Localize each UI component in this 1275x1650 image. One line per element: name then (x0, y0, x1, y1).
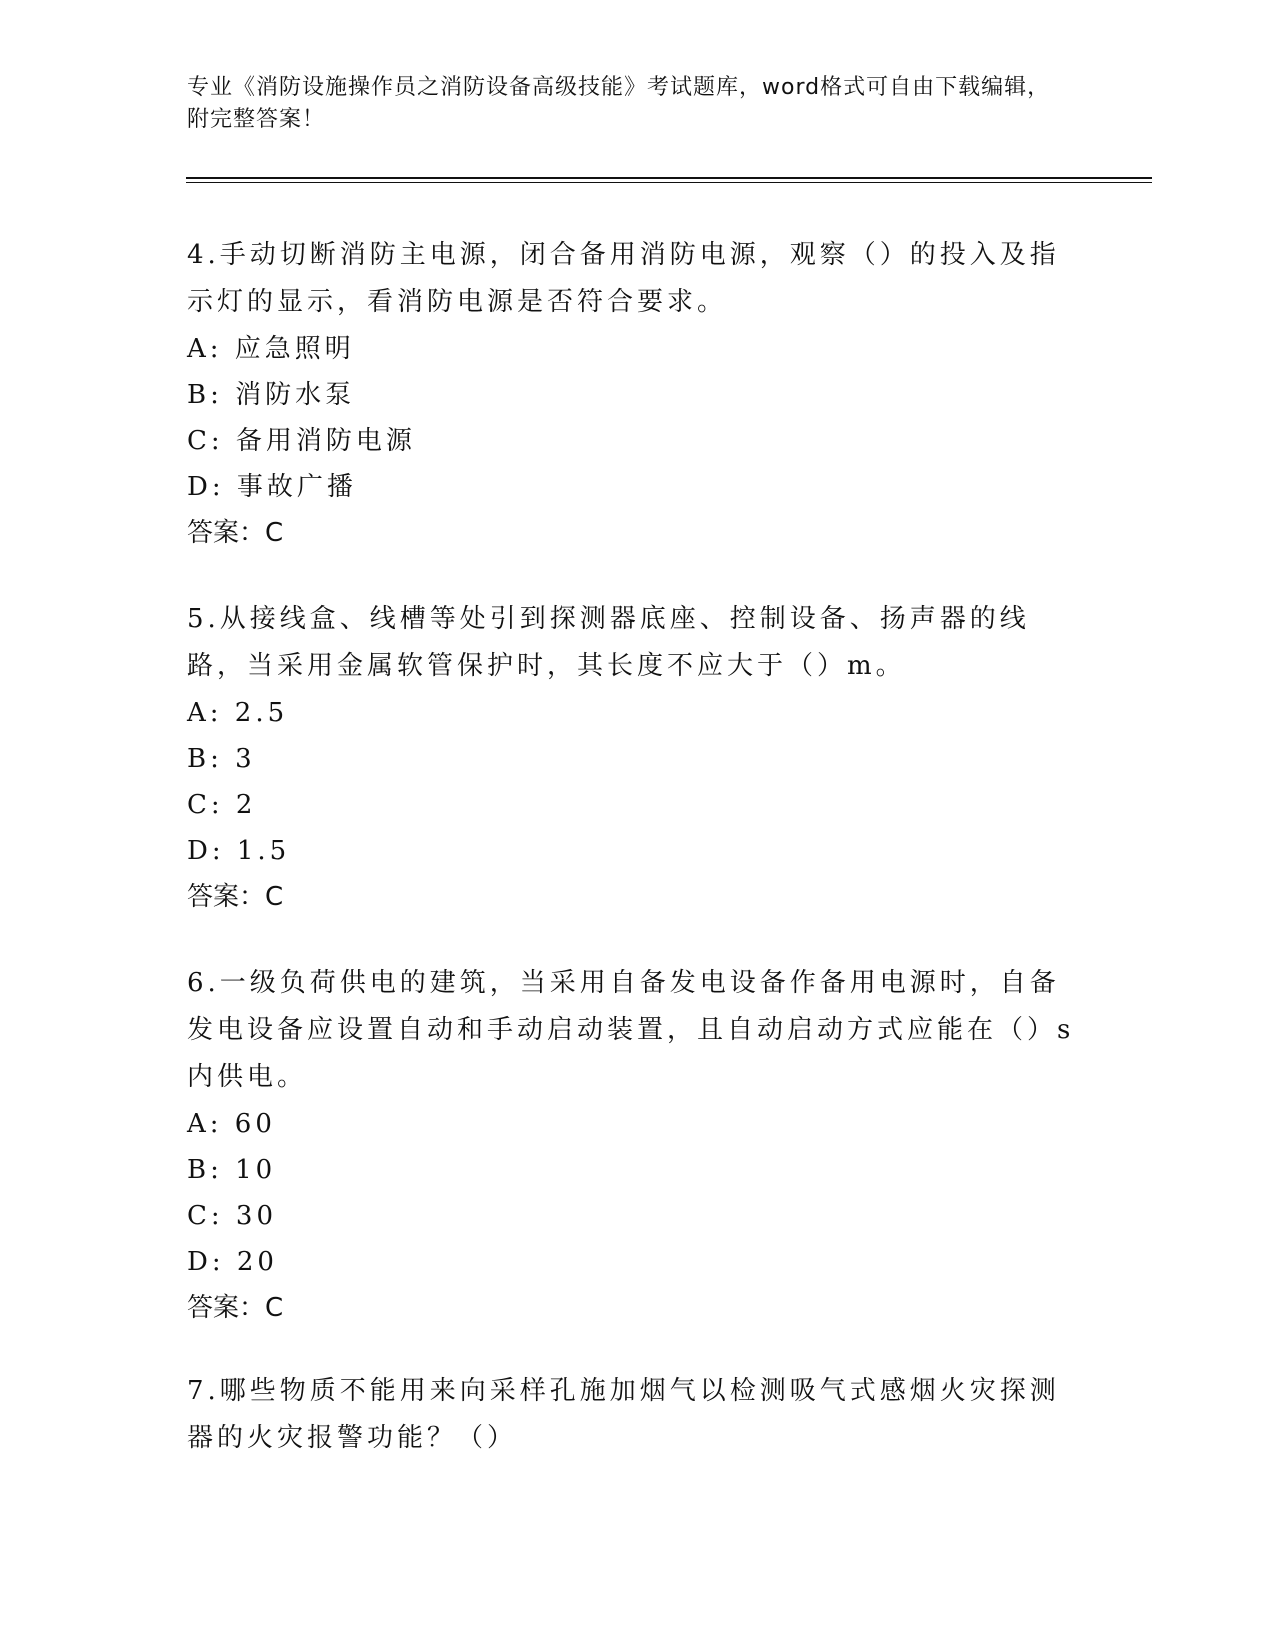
question-7 (187, 1368, 1087, 1462)
option-c: C: 30 (187, 1201, 278, 1231)
question-text: 6.一级负荷供电的建筑，当采用自备发电设备作备用电源时，自备发电设备应设置自动和手动启动装置，且自动启动方式应能在（）s内供电。 (187, 968, 1075, 1092)
option-b: B: 消防水泵 (187, 380, 356, 410)
question-5 (187, 596, 1087, 920)
option-a: A: 2.5 (187, 698, 289, 728)
answer: 答案：C (187, 882, 284, 912)
question-6 (187, 960, 1087, 1331)
question-text: 5.从接线盒、线槽等处引到探测器底座、控制设备、扬声器的线路，当采用金属软管保护时，其长度不应大于（）m。 (187, 604, 1030, 681)
option-d: D: 事故广播 (187, 472, 357, 502)
header-divider-thin (186, 182, 1152, 183)
option-b: B: 10 (187, 1155, 277, 1185)
question-text: 4.手动切断消防主电源，闭合备用消防电源，观察（）的投入及指示灯的显示，看消防电源是否符合要求。 (187, 240, 1060, 317)
option-c: C: 2 (187, 790, 257, 820)
option-a: A: 应急照明 (187, 334, 355, 364)
option-a: A: 60 (187, 1109, 276, 1139)
header-divider-thick (186, 177, 1152, 179)
option-d: D: 1.5 (187, 836, 291, 866)
answer: 答案：C (187, 1293, 284, 1323)
option-b: B: 3 (187, 744, 256, 774)
document-intro: 专业《消防设施操作员之消防设备高级技能》考试题库，word格式可自由下载编辑，附完整答案！ (187, 75, 1051, 132)
question-4 (187, 232, 1087, 556)
answer: 答案：C (187, 518, 284, 548)
question-text: 7.哪些物质不能用来向采样孔施加烟气以检测吸气式感烟火灾探测器的火灾报警功能？（） (187, 1376, 1060, 1453)
option-d: D: 20 (187, 1247, 278, 1277)
option-c: C: 备用消防电源 (187, 426, 416, 456)
